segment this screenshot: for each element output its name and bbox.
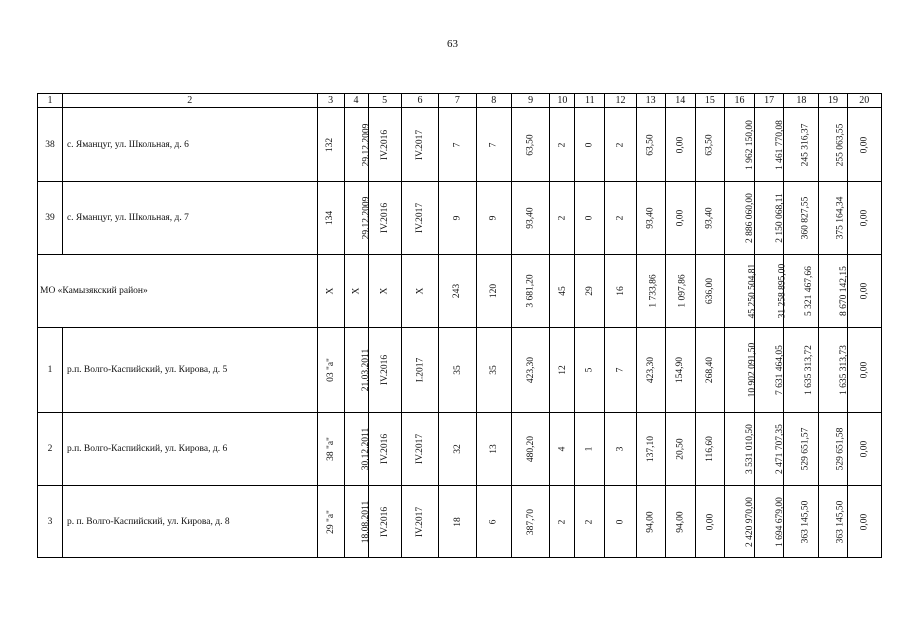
value-cell-5	[368, 486, 401, 558]
value-cell-5-text: IV.2016	[379, 129, 390, 160]
value-cell-14	[665, 486, 695, 558]
value-cell-3-text: 134	[325, 210, 336, 226]
value-cell-9-text: 423,30	[525, 356, 536, 384]
value-cell-16	[724, 255, 758, 328]
address-cell	[62, 182, 317, 255]
header-cell: 5	[368, 94, 401, 108]
value-cell-18	[784, 486, 819, 558]
value-cell-6-text: IV.2017	[414, 506, 425, 537]
value-cell-19-text: 1 635 313,73	[839, 345, 850, 395]
value-cell-20-text: 0,00	[859, 513, 870, 530]
header-cell: 17	[755, 94, 784, 108]
table-body	[38, 94, 882, 558]
value-cell-19-text: 8 670 142,15	[839, 266, 850, 316]
value-cell-20-text: 0,00	[859, 282, 870, 300]
value-cell-12-text: 16	[615, 286, 626, 296]
value-cell-19	[819, 255, 850, 328]
header-cell: 2	[62, 94, 317, 108]
header-cell: 11	[575, 94, 605, 108]
header-cell: 6	[401, 94, 438, 108]
value-cell-9	[511, 108, 549, 182]
value-cell-13	[636, 182, 665, 255]
address-cell-text: с. Яманцуг, ул. Школьная, д. 6	[66, 139, 189, 150]
value-cell-7	[439, 182, 476, 255]
value-cell-3	[317, 486, 344, 558]
header-cell: 13	[636, 94, 665, 108]
value-cell-13-text: 137,10	[645, 435, 656, 463]
value-cell-19-text: 363 145,50	[835, 500, 846, 543]
value-cell-11-text: 0	[584, 215, 595, 221]
value-cell-18	[784, 328, 819, 413]
row-number-cell	[38, 486, 63, 558]
value-cell-11	[575, 486, 605, 558]
value-cell-15	[695, 413, 724, 486]
value-cell-14-text: 94,00	[675, 510, 686, 533]
value-cell-12	[605, 108, 636, 182]
header-cell: 4	[344, 94, 368, 108]
value-cell-9	[511, 255, 549, 328]
value-cell-19-text: 375 164,34	[835, 196, 846, 240]
address-cell	[62, 413, 317, 486]
value-cell-4-text: 29.12.2009	[360, 196, 371, 240]
address-cell-text: с. Яманцуг, ул. Школьная, д. 7	[66, 213, 189, 223]
value-cell-20-text: 0,00	[859, 136, 870, 153]
value-cell-12-text: 2	[615, 142, 626, 147]
header-cell: 14	[665, 94, 695, 108]
value-cell-13	[636, 486, 665, 558]
value-cell-14-text: 0,00	[675, 209, 686, 227]
value-cell-8	[476, 486, 511, 558]
value-cell-6-text: X	[414, 287, 425, 295]
page-number: 63	[447, 38, 458, 50]
value-cell-12-text: 3	[615, 446, 626, 452]
value-cell-3	[317, 255, 344, 328]
value-cell-3	[317, 108, 344, 182]
value-cell-13-text: 94,00	[645, 510, 656, 533]
value-cell-15	[695, 328, 724, 413]
value-cell-14	[665, 255, 695, 328]
value-cell-4	[344, 486, 371, 558]
value-cell-3-text: 132	[325, 137, 336, 152]
value-cell-5	[368, 182, 401, 255]
value-cell-7-text: 18	[452, 516, 463, 527]
row-number-cell-text: 1	[47, 365, 53, 375]
value-cell-13-text: 1 733,86	[648, 274, 659, 308]
value-cell-17	[755, 486, 784, 558]
value-cell-18	[784, 182, 819, 255]
value-cell-12	[605, 486, 636, 558]
housing-table	[37, 93, 882, 558]
row-number-cell-text: 2	[47, 444, 53, 454]
value-cell-17-text: 2 471 707,35	[775, 424, 785, 474]
value-cell-6	[401, 108, 438, 182]
value-cell-3	[317, 328, 344, 413]
value-cell-12-text: 2	[615, 215, 626, 221]
header-cell: 19	[819, 94, 847, 108]
value-cell-5	[368, 413, 401, 486]
value-cell-8	[476, 108, 511, 182]
header-cell: 7	[439, 94, 476, 108]
value-cell-8	[476, 413, 511, 486]
header-cell: 8	[476, 94, 511, 108]
value-cell-12	[605, 255, 636, 328]
value-cell-10	[550, 486, 575, 558]
value-cell-6	[401, 255, 438, 328]
value-cell-11	[575, 108, 605, 182]
value-cell-13-text: 423,30	[645, 356, 656, 384]
value-cell-4-text: 18.08.2011	[360, 500, 371, 543]
value-cell-8	[476, 182, 511, 255]
value-cell-3-text: 38 "а"	[325, 437, 336, 461]
row-number-cell	[38, 413, 63, 486]
value-cell-19	[819, 182, 847, 255]
value-cell-10	[550, 328, 575, 413]
header-row	[38, 94, 882, 108]
value-cell-6	[401, 486, 438, 558]
value-cell-11-text: 0	[584, 142, 595, 147]
value-cell-18	[784, 108, 819, 182]
value-cell-17	[755, 255, 788, 328]
value-cell-6	[401, 413, 438, 486]
value-cell-4-text: 30.12.2011	[360, 427, 371, 471]
header-cell: 18	[784, 94, 819, 108]
value-cell-18	[784, 413, 819, 486]
table-row	[38, 182, 882, 255]
value-cell-4	[344, 328, 371, 413]
value-cell-16-text: 2 420 970,00	[744, 496, 755, 547]
value-cell-19	[819, 413, 847, 486]
value-cell-15	[695, 108, 724, 182]
value-cell-16-text: 2 886 060,00	[744, 193, 755, 243]
value-cell-18-text: 5 321 467,66	[804, 266, 815, 316]
value-cell-18-text: 363 145,50	[800, 500, 811, 543]
value-cell-14-text: 20,50	[675, 438, 686, 460]
value-cell-16	[724, 182, 754, 255]
address-cell	[62, 328, 317, 413]
value-cell-13	[636, 413, 665, 486]
address-cell	[62, 108, 317, 182]
value-cell-9	[511, 182, 549, 255]
value-cell-10-text: 45	[557, 286, 568, 296]
value-cell-9-text: 93,40	[525, 207, 536, 229]
value-cell-10-text: 12	[557, 365, 568, 375]
value-cell-17-text: 1 461 770,08	[775, 119, 785, 170]
value-cell-17-text: 31 258 895,00	[777, 263, 788, 319]
address-cell	[62, 486, 317, 558]
value-cell-7-text: 7	[452, 142, 463, 147]
value-cell-8	[476, 255, 511, 328]
value-cell-15-text: 636,00	[704, 277, 715, 305]
value-cell-20-text: 0,00	[859, 209, 870, 227]
value-cell-10	[550, 108, 575, 182]
value-cell-11-text: 5	[584, 367, 595, 373]
value-cell-19-text: 255 063,55	[835, 123, 846, 166]
value-cell-16	[724, 486, 754, 558]
value-cell-20	[847, 108, 881, 182]
value-cell-14-text: 154,90	[675, 356, 686, 384]
value-cell-5-text: IV.2016	[379, 506, 390, 537]
value-cell-20	[847, 413, 881, 486]
value-cell-7	[439, 255, 476, 328]
value-cell-3-text: X	[325, 287, 336, 295]
value-cell-3	[317, 413, 344, 486]
header-cell: 10	[550, 94, 575, 108]
value-cell-16-text: 1 962 150,00	[744, 119, 755, 170]
value-cell-14	[665, 182, 695, 255]
value-cell-11-text: 2	[584, 519, 595, 524]
value-cell-9	[511, 328, 549, 413]
row-number-cell-text: 39	[45, 213, 55, 223]
value-cell-17	[755, 328, 784, 413]
value-cell-3-text: 29 "а"	[325, 509, 336, 534]
value-cell-12-text: 0	[615, 519, 626, 524]
value-cell-19	[819, 328, 850, 413]
value-cell-14	[665, 328, 695, 413]
value-cell-14-text: 1 097,86	[677, 274, 688, 308]
value-cell-15-text: 116,60	[704, 436, 715, 462]
value-cell-11	[575, 413, 605, 486]
value-cell-16	[724, 413, 754, 486]
value-cell-10-text: 4	[557, 446, 568, 452]
value-cell-13	[636, 255, 665, 328]
value-cell-18-text: 245 316,37	[800, 123, 811, 166]
value-cell-5	[368, 108, 401, 182]
value-cell-15	[695, 255, 724, 328]
value-cell-7	[439, 108, 476, 182]
value-cell-20	[847, 486, 881, 558]
value-cell-4-text: X	[351, 287, 362, 295]
value-cell-5-text: IV.2016	[379, 202, 390, 234]
table-row	[38, 108, 882, 182]
header-cell: 9	[511, 94, 549, 108]
value-cell-5-text: X	[379, 287, 390, 295]
value-cell-10-text: 2	[557, 519, 568, 524]
value-cell-17	[755, 182, 784, 255]
value-cell-17	[755, 413, 784, 486]
value-cell-11-text: 1	[584, 446, 595, 452]
address-cell-text: р. п. Волго-Каспийский, ул. Кирова, д. 8	[66, 516, 230, 527]
value-cell-16	[724, 328, 758, 413]
value-cell-14	[665, 413, 695, 486]
value-cell-6-text: IV.2017	[414, 202, 425, 234]
value-cell-9-text: 387,70	[525, 508, 536, 535]
row-number-cell	[38, 182, 63, 255]
value-cell-13	[636, 328, 665, 413]
value-cell-16	[724, 108, 754, 182]
value-cell-7-text: 9	[452, 215, 463, 221]
value-cell-15-text: 268,40	[704, 356, 715, 384]
value-cell-20	[847, 255, 881, 328]
value-cell-9-text: 63,50	[525, 133, 536, 156]
value-cell-16-text: 3 531 010,50	[744, 424, 755, 474]
value-cell-7	[439, 486, 476, 558]
value-cell-5	[368, 328, 401, 413]
value-cell-4-text: 29.12.2009	[360, 123, 371, 166]
value-cell-20	[847, 328, 881, 413]
value-cell-4	[344, 413, 371, 486]
value-cell-15-text: 93,40	[704, 207, 715, 229]
address-cell-text: р.п. Волго-Каспийский, ул. Кирова, д. 6	[66, 444, 228, 454]
value-cell-9-text: 480,20	[525, 435, 536, 463]
value-cell-11	[575, 328, 605, 413]
value-cell-17-text: 2 150 068,11	[774, 193, 785, 243]
value-cell-19	[819, 486, 847, 558]
value-cell-4	[344, 108, 371, 182]
value-cell-14	[665, 108, 695, 182]
value-cell-10-text: 2	[557, 142, 568, 147]
header-cell: 12	[605, 94, 636, 108]
table-row	[38, 328, 882, 413]
value-cell-12	[605, 413, 636, 486]
value-cell-6	[401, 182, 438, 255]
value-cell-20-text: 0,00	[859, 440, 870, 458]
value-cell-4	[344, 182, 371, 255]
value-cell-7	[439, 328, 476, 413]
value-cell-6-text: IV.2017	[414, 433, 425, 465]
value-cell-15	[695, 486, 724, 558]
header-cell: 3	[317, 94, 344, 108]
value-cell-5-text: IV.2016	[379, 354, 390, 386]
table-row	[38, 413, 882, 486]
value-cell-8	[476, 328, 511, 413]
value-cell-6-text: IV.2017	[414, 129, 425, 160]
row-number-cell-text: 38	[45, 139, 55, 150]
row-number-cell	[38, 328, 63, 413]
value-cell-8-text: 6	[488, 519, 499, 524]
value-cell-13-text: 63,50	[645, 133, 656, 156]
value-cell-13	[636, 108, 665, 182]
value-cell-16-text: 45 250 504,81	[747, 263, 758, 319]
value-cell-7	[439, 413, 476, 486]
value-cell-7-text: 243	[452, 283, 463, 299]
value-cell-12	[605, 182, 636, 255]
value-cell-15-text: 63,50	[704, 133, 715, 156]
value-cell-9	[511, 413, 549, 486]
value-cell-20-text: 0,00	[859, 361, 870, 379]
value-cell-10	[550, 413, 575, 486]
address-cell-text: р.п. Волго-Каспийский, ул. Кирова, д. 5	[66, 365, 228, 375]
value-cell-6-text: I.2017	[414, 357, 425, 383]
value-cell-7-text: 35	[452, 365, 463, 375]
value-cell-20	[847, 182, 881, 255]
value-cell-18	[784, 255, 819, 328]
value-cell-10	[550, 182, 575, 255]
value-cell-13-text: 93,40	[645, 207, 656, 229]
table-row	[38, 486, 882, 558]
value-cell-19	[819, 108, 847, 182]
value-cell-11	[575, 182, 605, 255]
value-cell-11	[575, 255, 605, 328]
value-cell-8-text: 9	[488, 215, 499, 221]
value-cell-15	[695, 182, 724, 255]
value-cell-8-text: 35	[488, 365, 499, 375]
header-cell: 15	[695, 94, 724, 108]
value-cell-17	[755, 108, 784, 182]
header-cell: 20	[847, 94, 881, 108]
value-cell-4	[344, 255, 368, 328]
row-number-cell	[38, 108, 63, 182]
value-cell-6	[401, 328, 438, 413]
value-cell-3	[317, 182, 344, 255]
value-cell-17-text: 7 631 464,05	[775, 345, 785, 395]
value-cell-17-text: 1 694 679,00	[775, 496, 785, 547]
value-cell-11-text: 29	[584, 286, 595, 296]
value-cell-9-text: 3 681,20	[525, 274, 536, 308]
header-cell: 16	[724, 94, 754, 108]
value-cell-15-text: 0,00	[704, 513, 715, 530]
group-row	[38, 255, 882, 328]
row-number-cell-text: 3	[47, 516, 53, 527]
value-cell-5	[368, 255, 401, 328]
value-cell-7-text: 32	[452, 444, 463, 454]
header-cell: 1	[38, 94, 63, 108]
value-cell-4-text: 21.03.2011	[360, 348, 371, 392]
value-cell-12-text: 7	[615, 367, 626, 373]
group-name-cell	[38, 255, 318, 328]
value-cell-18-text: 529 651,57	[800, 427, 811, 471]
value-cell-14-text: 0,00	[675, 136, 686, 153]
value-cell-5-text: IV.2016	[379, 433, 390, 465]
value-cell-18-text: 1 635 313,72	[804, 345, 815, 395]
value-cell-10-text: 2	[557, 215, 568, 221]
value-cell-8-text: 13	[488, 444, 499, 454]
value-cell-18-text: 360 827,55	[800, 196, 811, 240]
value-cell-3-text: 03 "а"	[325, 358, 336, 382]
value-cell-8-text: 120	[488, 283, 499, 299]
value-cell-8-text: 7	[488, 142, 499, 147]
value-cell-19-text: 529 651,58	[835, 427, 846, 471]
value-cell-9	[511, 486, 549, 558]
value-cell-12	[605, 328, 636, 413]
value-cell-10	[550, 255, 575, 328]
value-cell-16-text: 10 902 091,50	[747, 342, 758, 398]
group-name-cell-text: МО «Камызякский район»	[40, 286, 148, 296]
